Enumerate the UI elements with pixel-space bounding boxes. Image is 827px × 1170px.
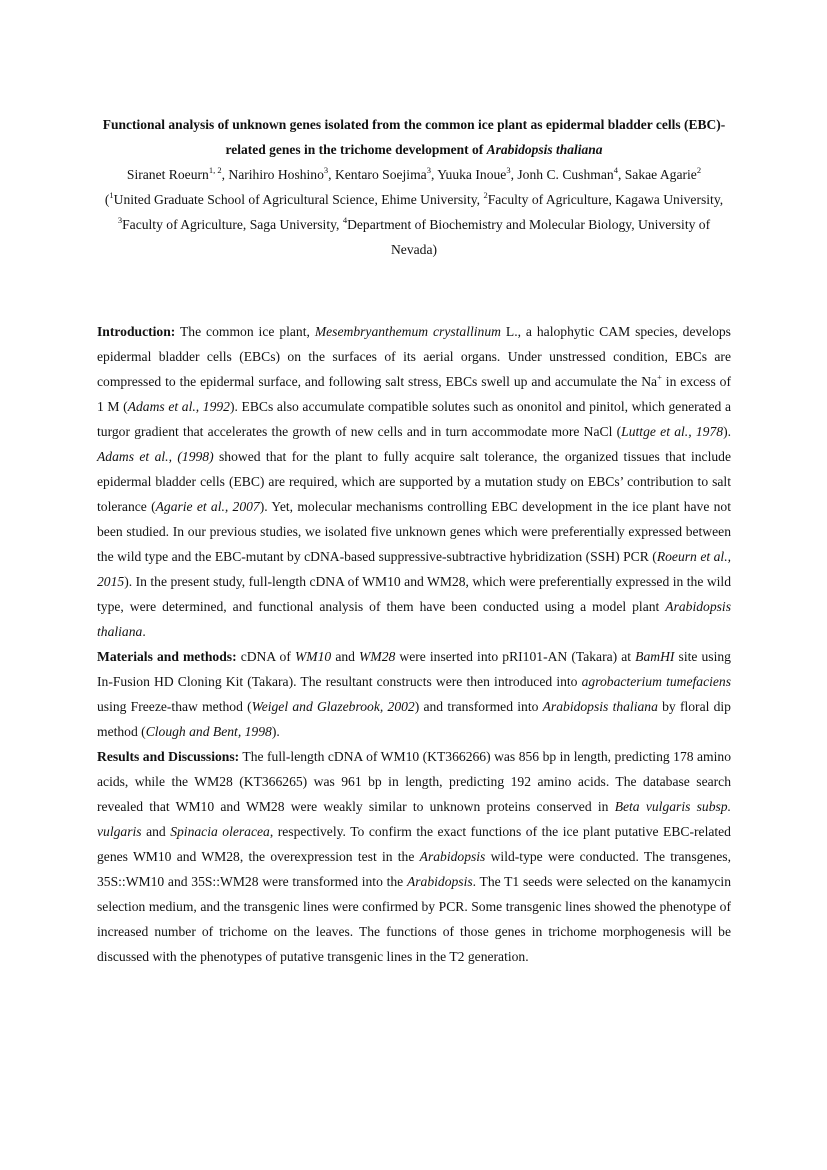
author: Kentaro Soejima$^3$, [334,165,438,182]
paper-title [97,112,731,162]
author: Siranet Roeurn$^{1, 2}$, [126,165,229,182]
author: Sakae Agarie$^2$ [624,165,702,182]
title-text: Functional analysis of unknown genes isolated from the common ice plant as epidermal bladder cells (EBC)-related genes in the trichome development of [102,117,726,157]
author: Yuuka Inoue$^3$, [437,165,518,182]
title-species: Arabidopsis thaliana [486,142,603,157]
abstract-body [97,319,731,969]
abstract-page [97,112,731,969]
methods-paragraph: Materials and methods: cDNA of WM10 and WM28 were inserted into pRI101-AN (Takara) at BamHI site using In-Fusion HD Cloning Kit (Takara). The resultant constructs were then introduced into agrobacterium tumefaciens using Freeze-thaw method (Weigel and Glazebrook, 2002) and transformed into Arabidopsis thaliana by floral dip method (Clough and Bent, 1998). [97,649,731,739]
introduction-heading: Introduction: [97,324,176,339]
affiliations: ($^1$United Graduate School of Agricultural Science, Ehime University, $^2$Faculty of Agriculture, Kagawa University, $^3$Faculty of Agriculture, Saga University, $^4$Department of Biochemistry and Molecular Biology, University of Nevada) [104,190,724,257]
methods-heading: Materials and methods: [97,649,237,664]
author: Narihiro Hoshino$^3$, [228,165,335,182]
introduction-paragraph: Introduction: The common ice plant, Mesembryanthemum crystallinum L., a halophytic CAM species, develops epidermal bladder cells (EBCs) on the surfaces of its aerial organs. Under unstressed condition, EBCs are compressed to the epidermal surface, and following salt stress, EBCs swell up and accumulate the Na+ in excess of 1 M (Adams et al., 1992). EBCs also accumulate compatible solutes such as ononitol and pinitol, which generated a turgor gradient that accelerates the growth of new cells and in turn accommodate more NaCl (Luttge et al., 1978). Adams et al., (1998) showed that for the plant to fully acquire salt tolerance, the organized tissues that include epidermal bladder cells (EBC) are required, which are supported by a mutation study on EBCs’ contribution to salt tolerance (Agarie et al., 2007). Yet, molecular mechanisms controlling EBC development in the ice plant have not been studied. In our previous studies, we isolated five unknown genes which were preferentially expressed between the wild type and the EBC-mutant by cDNA-based suppressive-subtractive hybridization (SSH) PCR (Roeurn et al., 2015). In the present study, full-length cDNA of WM10 and WM28, which were preferentially expressed in the wild type, were determined, and functional analysis of them have been conducted using a model plant Arabidopsis thaliana. [97,324,732,639]
author: Jonh C. Cushman$^4$, [517,165,625,182]
author-list [97,162,731,187]
results-heading: Results and Discussions: [97,749,240,764]
results-paragraph: Results and Discussions: The full-length cDNA of WM10 (KT366266) was 856 bp in length, predicting 178 amino acids, while the WM28 (KT366265) was 961 bp in length, predicting 192 amino acids. The database search revealed that WM10 and WM28 were weakly similar to unknown proteins conserved in Beta vulgaris subsp. vulgaris and Spinacia oleracea, respectively. To confirm the exact functions of the ice plant putative EBC-related genes WM10 and WM28, the overexpression test in the Arabidopsis wild-type were conducted. The transgenes, 35S::WM10 and 35S::WM28 were transformed into the Arabidopsis. The T1 seeds were selected on the kanamycin selection medium, and the transgenic lines were confirmed by PCR. Some transgenic lines showed the phenotype of increased number of trichome on the leaves. The functions of those genes in trichome morphogenesis will be discussed with the phenotypes of putative transgenic lines in the T2 generation. [97,749,731,964]
